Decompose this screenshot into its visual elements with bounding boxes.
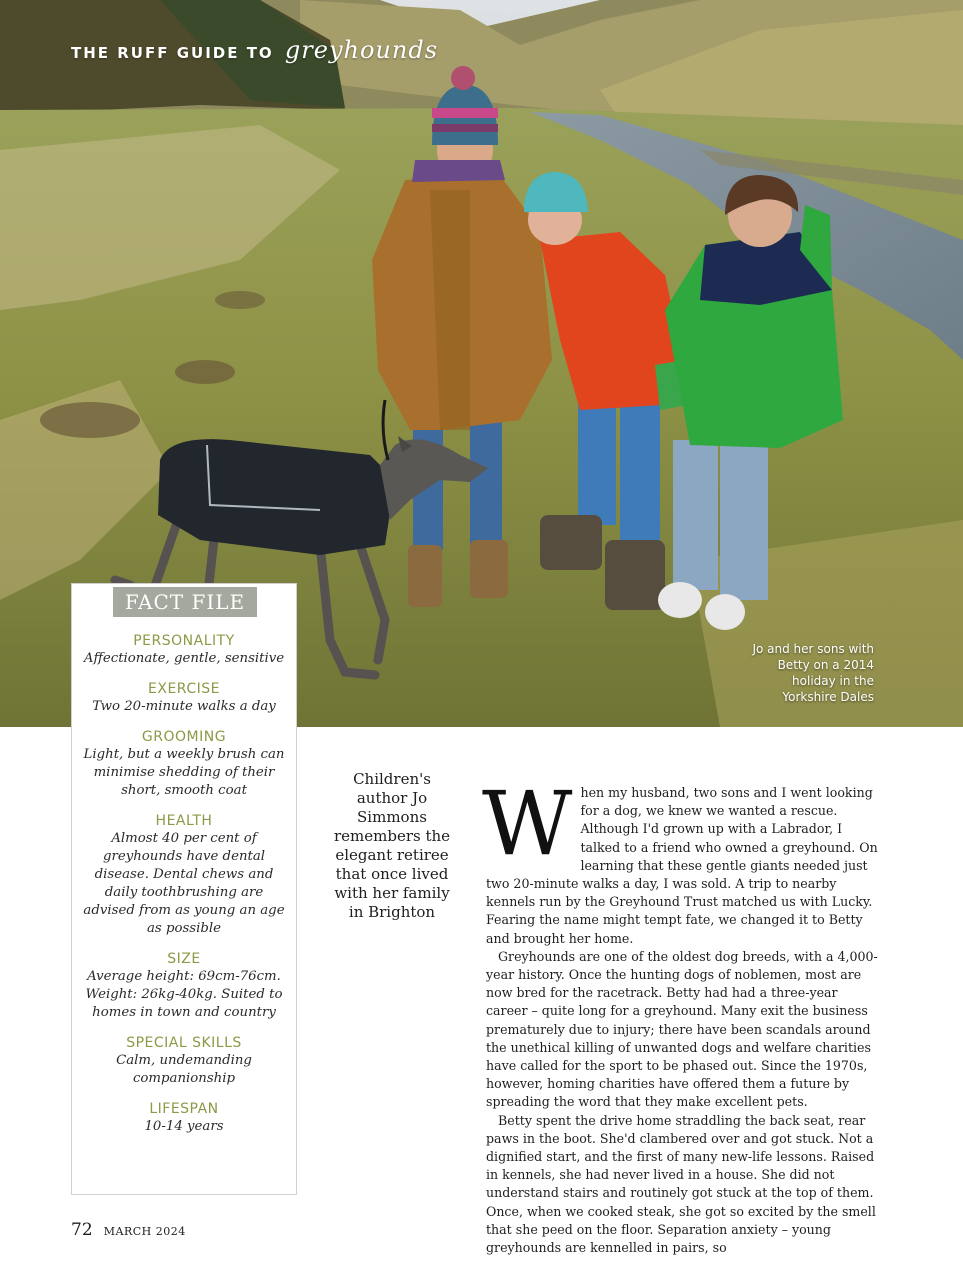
photo-caption: Jo and her sons with Betty on a 2014 holiday in the Yorkshire Dales xyxy=(752,642,874,704)
fact-value: Average height: 69cm-76cm. Weight: 26kg-40kg. Suited to homes in town and country xyxy=(85,969,283,1020)
fact-label: GROOMING xyxy=(141,729,227,745)
series-title-prefix: THE RUFF GUIDE TO xyxy=(71,44,274,62)
article-paragraph xyxy=(482,772,878,948)
fact-special-skills xyxy=(82,1034,286,1088)
standfirst: Children's author Jo Simmons remembers the elegant retiree that once lived with her family in Brighton xyxy=(333,770,451,921)
fact-label: LIFESPAN xyxy=(149,1101,219,1117)
fact-value: Affectionate, gentle, sensitive xyxy=(83,651,285,666)
article-body xyxy=(482,772,878,1257)
fact-value: Light, but a weekly brush can minimise shedding of their short, smooth coat xyxy=(83,747,285,798)
fact-value: 10-14 years xyxy=(144,1119,224,1134)
fact-grooming xyxy=(82,728,286,800)
article-paragraph: Greyhounds are one of the oldest dog breeds, with a 4,000-year history. Once the hunting dogs of noblemen, most are now bred for the racetrack. Betty had had a three-year career – quite long for a greyhound. Many exit the business prematurely due to injury; there have been scandals around the unethical killing of unwanted dogs and welfare charities have called for the sport to be phased out. Since the 1970s, however, homing charities have offered them a future by spreading the word that they make excellent pets. xyxy=(486,948,878,1110)
issue-date: MARCH 2024 xyxy=(103,1225,186,1238)
fact-personality xyxy=(82,632,286,668)
fact-label: SPECIAL SKILLS xyxy=(126,1035,242,1051)
fact-value: Almost 40 per cent of greyhounds have dental disease. Dental chews and daily toothbrushing are advised from as young an age as possible xyxy=(83,831,285,936)
fact-value: Calm, undemanding companionship xyxy=(116,1053,252,1086)
fact-label: HEALTH xyxy=(155,813,213,829)
fact-lifespan xyxy=(82,1100,286,1136)
fact-size xyxy=(82,950,286,1022)
fact-health xyxy=(82,812,286,938)
fact-exercise xyxy=(82,680,286,716)
fact-value: Two 20-minute walks a day xyxy=(92,699,276,714)
drop-cap: W xyxy=(482,772,573,875)
series-title-script: greyhounds xyxy=(284,36,439,64)
fact-label: EXERCISE xyxy=(148,681,220,697)
fact-file-list xyxy=(82,632,286,1148)
paragraph-text: hen my husband, two sons and I went looking for a dog, we knew we wanted a rescue. Although I'd grown up with a Labrador, I talked to a friend who owned a greyhound. On learning that these gentle giants needed just two 20-minute walks a day, I was sold. A trip to nearby kennels run by the Greyhound Trust matched us with Lucky. Fearing the name might tempt fate, we changed it to Betty and brought her home. xyxy=(486,785,878,946)
series-title xyxy=(71,36,438,64)
fact-label: SIZE xyxy=(167,951,201,967)
fact-file-title: FACT FILE xyxy=(113,587,257,617)
page-number: 72 xyxy=(71,1220,93,1240)
article-paragraph: Betty spent the drive home straddling the back seat, rear paws in the boot. She'd clambered over and got stuck. Not a dignified start, and the first of many new-life lessons. Raised in kennels, she had never lived in a house. She did not understand stairs and routinely got stuck at the top of them. Once, when we cooked steak, she got so excited by the smell that she peed on the floor. Separation anxiety – young greyhounds are kennelled in pairs, so xyxy=(486,1112,876,1256)
fact-file-box xyxy=(71,583,297,1195)
fact-label: PERSONALITY xyxy=(133,633,235,649)
page-folio xyxy=(71,1220,186,1240)
